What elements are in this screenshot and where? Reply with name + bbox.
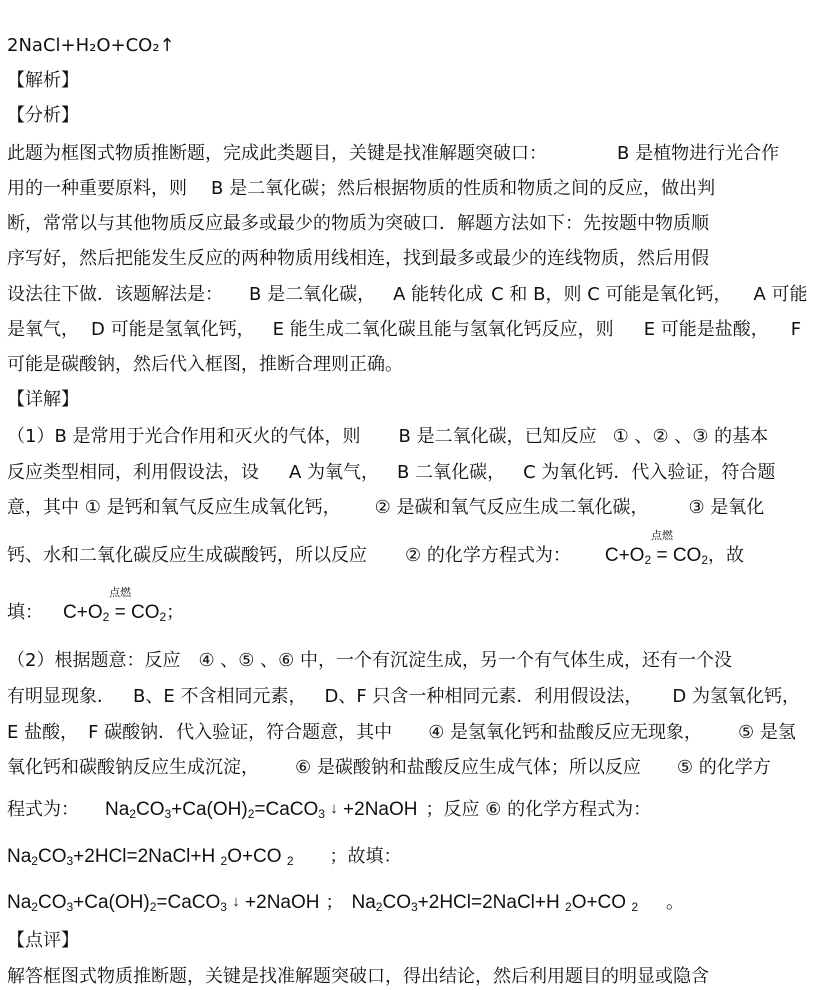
- analysis-paragraph-line-1: 此题为框图式物质推断题，完成此类题目，关键是找准解题突破口： B 是植物进行光合作: [7, 143, 780, 164]
- equation-gas-release-1: $Na_2CO_3+2HCl=2NaCl+H$ $_2$O+CO $_2$: [7, 846, 294, 868]
- analysis-paragraph-line-7: 可能是碳酸钠，然后代入框图，推断合理则正确。: [7, 354, 403, 375]
- precipitate-arrow-icon: ↓: [330, 800, 338, 817]
- equation-tail-line: 2NaCl+H₂O+CO₂↑: [7, 35, 175, 56]
- section-heading-fenxi: 【分析】: [7, 105, 79, 126]
- analysis-paragraph-line-5: 设法往下做．该题解法是： B 是二氧化碳， A 能转化成 C 和 B，则 C 可能是氧化钙， A 可能: [7, 284, 808, 305]
- equation-precipitation-1: $Na_2CO_3+Ca(OH)_2=CaCO_3$ ↓ +2NaOH: [105, 799, 418, 821]
- detail-part1-line-1: （1）B 是常用于光合作用和灭火的气体，则 B 是二氧化碳，已知反应 ① 、② 、③ 的基本: [7, 426, 769, 447]
- equation-carbon-combustion-1: $C+O_2$ 点燃 = $CO_2$: [605, 545, 708, 566]
- condition-label: 点燃: [650, 530, 673, 542]
- reaction-condition: 点燃 =: [115, 602, 126, 624]
- detail-part2-line-7: $Na_2CO_3+Ca(OH)_2=CaCO_3$ ↓ +2NaOH ； $Na_2CO_3+2HCl=2NaCl+H$ $_2$O+CO $_2$ 。: [7, 892, 685, 914]
- detail-part2-line-2: 有明显现象． B、E 不含相同元素， D、F 只含一种相同元素．利用假设法， D 为氢氧化钙，: [7, 686, 800, 707]
- analysis-paragraph-line-4: 序写好，然后把能发生反应的两种物质用线相连，找到最多或最少的连线物质，然后用假: [7, 248, 709, 269]
- reaction-condition: 点燃 =: [656, 545, 667, 567]
- analysis-paragraph-line-6: 是氧气， D 可能是氢氧化钙， E 能生成二氧化碳且能与氢氧化钙反应，则 E 可能是盐酸， F: [7, 319, 802, 340]
- detail-part2-line-6: $Na_2CO_3+2HCl=2NaCl+H$ $_2$O+CO $_2$ ；故填：: [7, 846, 402, 868]
- section-heading-xiangjie: 【详解】: [7, 389, 79, 410]
- section-heading-jiexi: 【解析】: [7, 70, 79, 91]
- detail-part2-line-1: （2）根据题意：反应 ④ 、⑤ 、⑥ 中，一个有沉淀生成，另一个有气体生成，还有一个没: [7, 650, 733, 671]
- comment-paragraph-line-1: 解答框图式物质推断题，关键是找准解题突破口，得出结论，然后利用题目的明显或隐含: [7, 966, 709, 987]
- detail-part1-line-5: 填： $C+O_2$ 点燃 = $CO_2$；: [7, 602, 184, 624]
- detail-part2-line-5: 程式为： $Na_2CO_3+Ca(OH)_2=CaCO_3$ ↓ +2NaOH ；反应 ⑥ 的化学方程式为：: [7, 799, 652, 821]
- detail-part1-line-2: 反应类型相同，利用假设法，设 A 为氧气， B 二氧化碳， C 为氧化钙．代入验证，符合题: [7, 462, 776, 483]
- precipitate-arrow-icon: ↓: [232, 893, 240, 910]
- detail-part2-line-3: E 盐酸， F 碳酸钠．代入验证，符合题意，其中 ④ 是氢氧化钙和盐酸反应无现象， ⑤ 是氢: [7, 722, 796, 743]
- detail-part1-line-3: 意，其中 ① 是钙和氧气反应生成氧化钙， ② 是碳和氧气反应生成二氧化碳， ③ 是氧化: [7, 497, 765, 518]
- analysis-paragraph-line-2: 用的一种重要原料，则 B 是二氧化碳；然后根据物质的性质和物质之间的反应，做出判: [7, 178, 716, 199]
- equation-precipitation-2: $Na_2CO_3+Ca(OH)_2=CaCO_3$ ↓ +2NaOH: [7, 892, 320, 914]
- detail-part2-line-4: 氧化钙和碳酸钠反应生成沉淀， ⑥ 是碳酸钠和盐酸反应生成气体；所以反应 ⑤ 的化学方: [7, 757, 771, 778]
- analysis-paragraph-line-3: 断，常常以与其他物质反应最多或最少的物质为突破口．解题方法如下：先按题中物质顺: [7, 213, 709, 234]
- condition-label: 点燃: [109, 587, 132, 599]
- section-heading-dianping: 【点评】: [7, 930, 79, 951]
- equation-gas-release-2: $Na_2CO_3+2HCl=2NaCl+H$ $_2$O+CO $_2$: [351, 892, 639, 914]
- equation-carbon-combustion-2: $C+O_2$ 点燃 = $CO_2$: [63, 602, 166, 623]
- detail-part1-line-4: 钙、水和二氧化碳反应生成碳酸钙，所以反应 ② 的化学方程式为： $C+O_2$ 点燃 = $CO_2$，故: [7, 545, 744, 567]
